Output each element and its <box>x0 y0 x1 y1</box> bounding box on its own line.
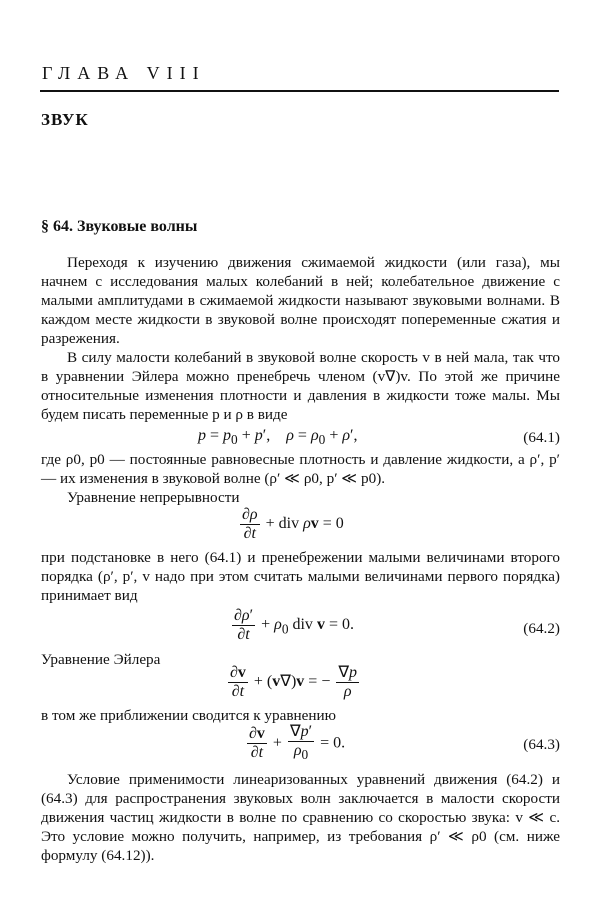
paragraph-6: Уравнение Эйлера <box>41 651 161 668</box>
paragraph-2: В силу малости колебаний в звуковой волне скорость v в ней мала, так что в уравнении Эйлера можно пренебречь членом (v∇)v. По этой же причине относительные изменения плотности и давления в жидкости тоже малы. Мы будем писать переменные p и ρ в виде <box>41 349 560 423</box>
equation-64-3: $\frac{\partial v}{\partial t}$ + $\frac{\nabla p'}{\rho_0}$ = 0. <box>249 723 346 763</box>
paragraph-7: в том же приближении сводится к уравнению <box>41 707 336 724</box>
equation-64-1: $p = p_0 + p'$, $\rho = \rho_0 + \rho'$, <box>198 427 358 448</box>
equation-number-64-3: (64.3) <box>523 736 560 753</box>
paragraph-1: Переходя к изучению движения сжимаемой жидкости (или газа), мы начнем с исследования малых колебаний в ней; колебательное движение с малыми амплитудами в сжимаемой жидкости называют звуковыми волнами. В каждом месте жидкости в звуковой волне происходят попеременные сжатия и разрежения. <box>41 254 560 347</box>
paragraph-3: где ρ0, p0 — постоянные равновесные плотность и давление жидкости, а ρ′, p′ — их изменения в звуковой волне (ρ′ ≪ ρ0, p′ ≪ p0). <box>41 451 560 487</box>
equation-64-2: $\frac{\partial\rho'}{\partial t}$ + $\rho_0$ div v = 0. <box>234 607 354 643</box>
equation-number-64-2: (64.2) <box>523 620 560 637</box>
paragraph-8: Условие применимости линеаризованных уравнений движения (64.2) и (64.3) для распространения звуковых волн заключается в малости скорости движения частиц жидкости в волне по сравнению со скоростью звука: v ≪ c. Это условие можно получить, например, из требования ρ′ ≪ ρ0 (см. ниже формулу (64.12)). <box>41 771 560 864</box>
section-heading: § 64. Звуковые волны <box>41 218 198 235</box>
paragraph-5: при подстановке в него (64.1) и пренебрежении малыми величинами второго порядка (ρ′, p′, v надо при этом считать малыми величинами первого порядка) принимает вид <box>41 549 560 604</box>
chapter-heading: ГЛАВА VIII <box>42 63 206 83</box>
header-rule <box>40 90 559 92</box>
equation-number-64-1: (64.1) <box>523 429 560 446</box>
chapter-title: ЗВУК <box>41 110 89 129</box>
continuity-equation: $\frac{\partial\rho}{\partial t}$ + div ρv = 0 <box>242 506 344 542</box>
paragraph-4: Уравнение непрерывности <box>67 489 240 506</box>
euler-equation: $\frac{\partial v}{\partial t}$ + (v∇)v = − $\frac{\nabla p}{\rho}$ <box>230 664 358 700</box>
